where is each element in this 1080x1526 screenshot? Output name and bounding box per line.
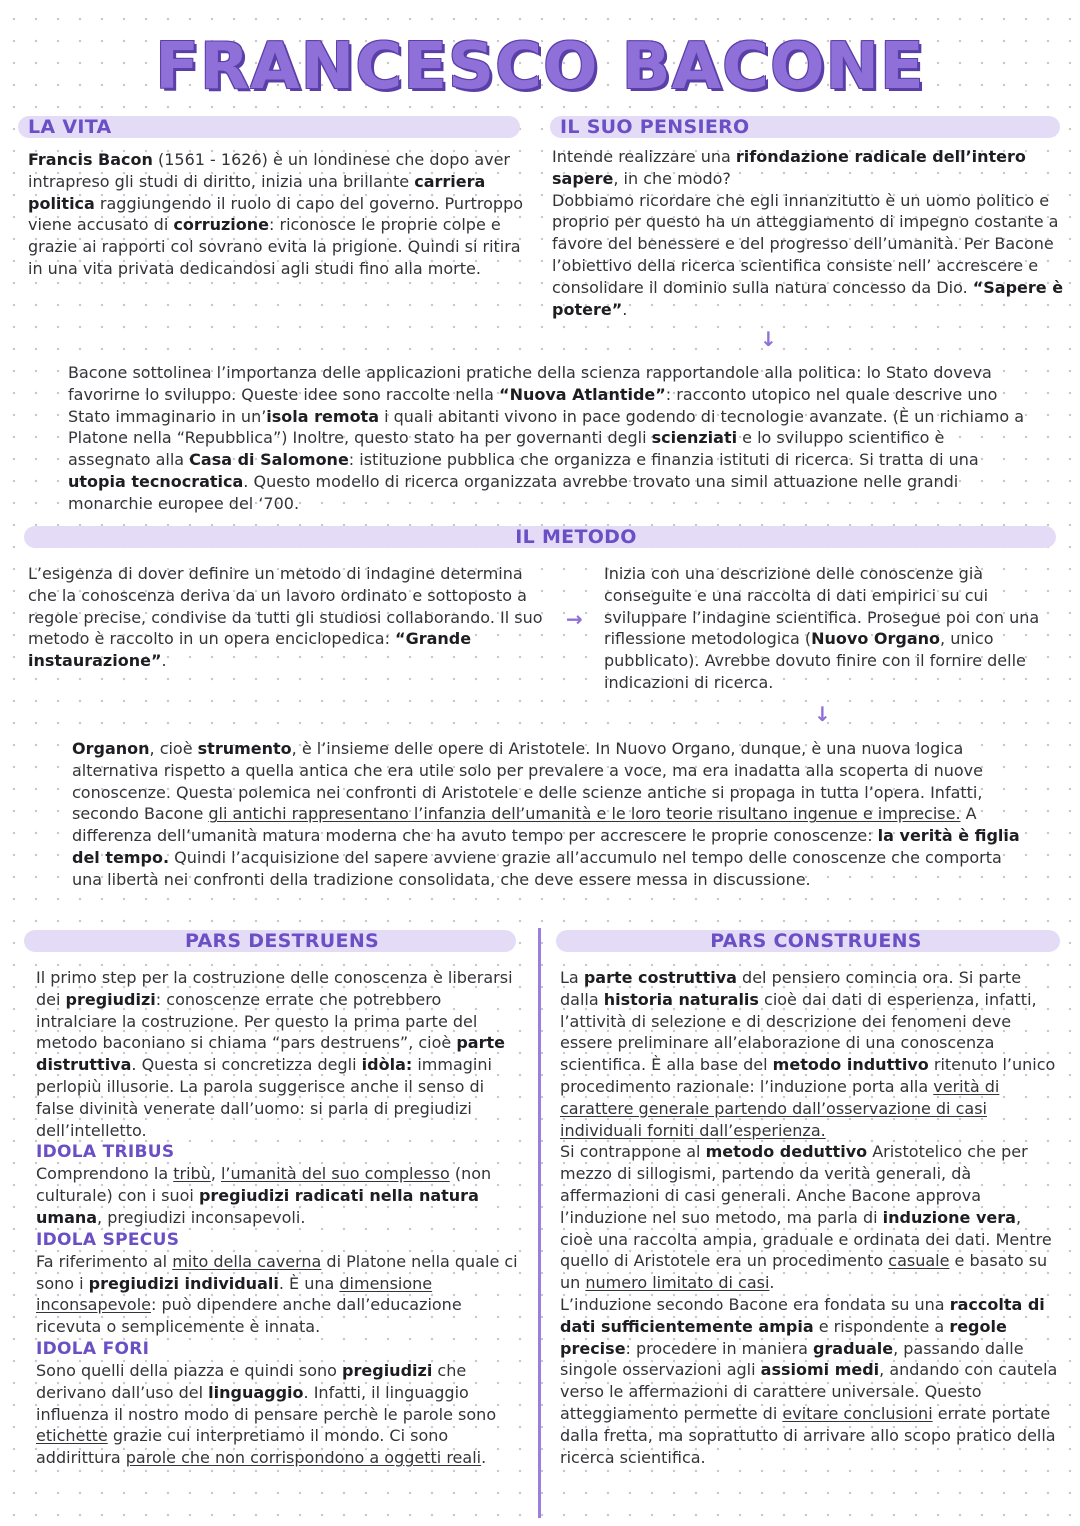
metodo-right-text: Inizia con una descrizione delle conoscenze già conseguite e una raccolta di dati empirici su cui sviluppare l’indagine scientifica. Prosegue poi con una riflessione metodologica (Nuovo Organo, unico pubblicato). Avrebbe dovuto finire con il fornire delle indicazioni di ricerca. [604, 564, 1040, 692]
metodo-left-text: L’esigenza di dover definire un metodo di indagine determina che la conoscenza deriva da un lavoro ordinato e sottoposto a regole precise, condivise da tutti gli studiosi collaborando. Il suo metodo è raccolto in un opera enciclopedica: “Grande instaurazione”. [28, 564, 543, 671]
metodo-heading: IL METODO [515, 526, 637, 548]
organon-text: Organon, cioè strumento, è l’insieme delle opere di Aristotele. In Nuovo Organo, dunque, è una nuova logica alternativa rispetto a quella antica che era utile solo per prevalere a voce, ma era inadatta alla scoperta di nuove conoscenze. Questa polemica nei confronti di Aristotele e delle scienze antiche si propaga in tutta l’opera. Infatti, secondo Bacone gli antichi rappresentano l’infanzia dell’umanità e le loro teorie risultano ingenue e imprecise. A differenza dell’umanità matura moderna che ha avuto tempo per accrescere le proprie conoscenze: la verità è figlia del tempo. Quindi l’acquisizione del sapere avviene grazie all’accumulo nel tempo delle conoscenze che comporta una libertà nei confronti della tradizione consolidata, che deve essere messa in discussione. [72, 739, 1020, 889]
column-divider [538, 928, 541, 1518]
vita-heading: LA VITA [28, 116, 112, 138]
vita-name: Francis Bacon [28, 150, 153, 169]
idola-tribus-title: IDOLA TRIBUS [36, 1142, 175, 1163]
atlantide-text: Bacone sottolinea l’importanza delle applicazioni pratiche della scienza rapportandole alla politica: lo Stato doveva favorirne lo sviluppo. Queste idee sono raccolte nella “Nuova Atlantide”: racconto utopico nel quale descrive uno Stato immaginario in un’isola remota i quali abitanti vivono in pace godendo di tecnologie avanzate. (È un richiamo a Platone nella “Repubblica”) Inoltre, questo stato ha per governanti degli scienziati e lo sviluppo scientifico è assegnato alla Casa di Salomone: istituzione pubblica che organizza e finanzia istituti di ricerca. Si tratta di una utopia tecnocratica. Questo modello di ricerca organizzata avrebbe trovato una simil attuazione nelle grandi monarchie europee del ‘700. [68, 363, 1025, 513]
destruens-heading: PARS DESTRUENS [184, 930, 380, 952]
page-title: FRANCESCO BACONE [155, 30, 925, 104]
idola-specus-title: IDOLA SPECUS [36, 1229, 180, 1250]
arrow-down-icon: ↓ [814, 702, 831, 726]
construens-text: La parte costruttiva del pensiero comincia ora. Si parte dalla historia naturalis cioè dai dati di esperienza, infatti, l’attività di selezione e di descrizione dei fenomeni deve essere preliminare all’elaborazione di una conoscenza scientifica. È alla base del metodo induttivo ritenuto l’unico procedimento razionale: l’induzione porta alla verità di carattere generale partendo dall’osservazione di casi individuali forniti dall’esperienza. Si contrappone al metodo deduttivo Aristotelico che per mezzo di sillogismi, partendo da verità generali, dà affermazioni di casi generali. Anche Bacone approva l’induzione nel suo metodo, ma parla di induzione vera, cioè una raccolta ampia, graduale e ordinata dei dati. Mentre quello di Aristotele era un procedimento casuale e basato su un numero limitato di casi. L’induzione secondo Bacone era fondata su una raccolta di dati sufficientemente ampia e rispondente a regole precise: procedere in maniera graduale, passando dalle singole osservazioni agli assiomi medi, andando con cautela verso le affermazioni di carattere universale. Questo atteggiamento permette di evitare conclusioni errate portate dalla fretta, ma soprattutto di arrivare allo scopo pratico della ricerca scientifica. [560, 968, 1058, 1467]
vita-text: Francis Bacon (1561 - 1626) è un londinese che dopo aver intrapreso gli studi di diritto, inizia una brillante carriera politica raggiungendo il ruolo di capo del governo. Purtroppo viene accusato di corruzione: riconosce le proprie colpe e grazie ai rapporti col sovrano evita la prigione. Quindi si ritira in una vita privata dedicandosi agli studi fino alla morte. [28, 150, 524, 278]
idola-fori-title: IDOLA FORI [36, 1338, 150, 1359]
arrow-down-icon: ↓ [760, 327, 777, 351]
construens-heading: PARS CONSTRUENS [710, 930, 922, 952]
pensiero-text: Intende realizzare una rifondazione radicale dell’intero sapere, in che modo? Dobbiamo ricordare che egli innanzitutto è un uomo politico e proprio per questo ha un atteggiamento di impegno costante a favore del benessere e del progresso dell’umanità. Per Bacone l’obiettivo della ricerca scientifica consiste nell’ accrescere e consolidare il dominio sulla natura concesso da Dio. “Sapere è potere”. [552, 147, 1064, 319]
destruens-text: Il primo step per la costruzione delle conoscenza è liberarsi dei pregiudizi: conoscenze errate che potrebbero intralciare la costruzione. Per questo la prima parte del metodo baconiano si chiama “pars destruens”, cioè parte distruttiva. Questa si concretizza degli idòla: immagini perlopiù illusorie. La parola suggerisce anche il senso di false divinità venerate dall’uomo: si parla di pregiudizi dell’intelletto. IDOLA TRIBUS Comprendono la tribù, l’umanità del suo complesso (non culturale) con i suoi pregiudizi radicati nella natura umana, pregiudizi inconsapevoli. IDOLA SPECUS Fa riferimento al mito della caverna di Platone nella quale ci sono i pregiudizi individuali. È una dimensione inconsapevole: può dipendere anche dall’educazione ricevuta o semplicemente è innata. IDOLA FORI Sono quelli della piazza e quindi sono pregiudizi che derivano dall’uso del linguaggio. Infatti, il linguaggio influenza il nostro modo di pensare perchè le parole sono etichette grazie cui interpretiamo il mondo. Ci sono addirittura parole che non corrispondono a oggetti reali. [36, 967, 524, 1469]
arrow-right-icon: → [566, 607, 583, 631]
pensiero-heading: IL SUO PENSIERO [560, 116, 750, 138]
